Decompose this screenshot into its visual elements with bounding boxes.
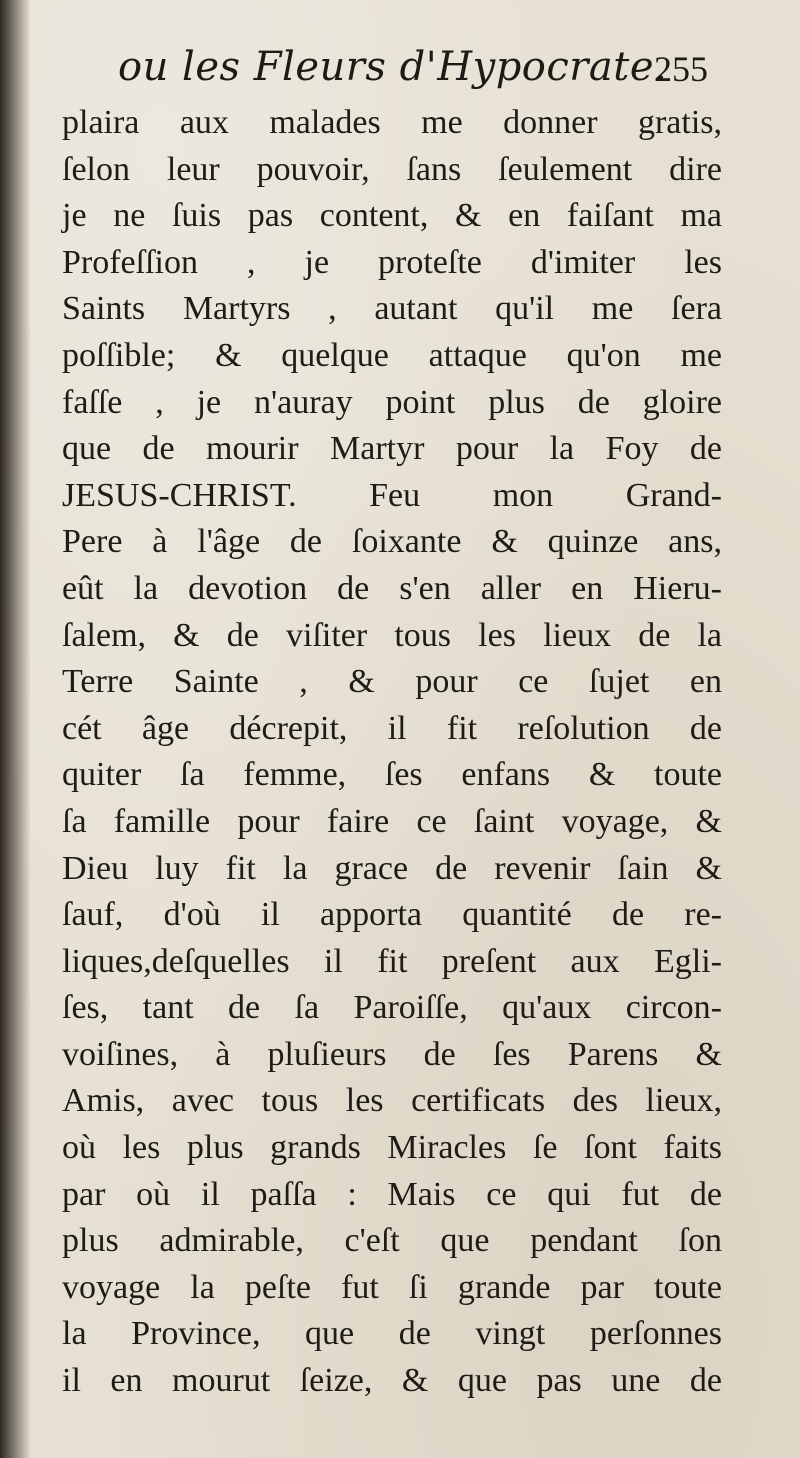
text-line: quiter ſa femme, ſes enfans & toute <box>62 756 722 794</box>
text-line: Profeſſion , je proteſte d'imiter les <box>62 243 722 281</box>
text-line: Saints Martyrs , autant qu'il me ſera <box>62 290 722 328</box>
text-line: ſes, tant de ſa Paroiſſe, qu'aux circon- <box>62 989 722 1027</box>
text-line: plaira aux malades me donner gratis, <box>62 104 722 141</box>
page-number: 255 <box>654 49 708 89</box>
text-line: voyage la peſte fut ſi grande par toute <box>62 1268 722 1306</box>
page-header <box>0 44 800 104</box>
running-title: ou les Fleurs d'Hypocrate. <box>118 44 668 90</box>
text-line: où les plus grands Miracles ſe ſont faits <box>62 1129 722 1167</box>
text-line: eût la devotion de s'en aller en Hieru- <box>62 569 722 607</box>
text-line: que de mourir Martyr pour la Foy de <box>62 430 722 468</box>
text-line: la Province, que de vingt perſonnes <box>62 1315 722 1353</box>
text-line: ſelon leur pouvoir, ſans ſeulement dire <box>62 150 722 188</box>
text-line: ſauf, d'où il apporta quantité de re- <box>62 896 722 934</box>
text-line: je ne ſuis pas content, & en faiſant ma <box>62 197 722 235</box>
text-line: poſſible; & quelque attaque qu'on me <box>62 336 722 374</box>
text-line: par où il paſſa : Mais ce qui fut de <box>62 1175 722 1213</box>
text-line: Terre Sainte , & pour ce ſujet en <box>62 663 722 701</box>
text-line: Pere à l'âge de ſoixante & quinze ans, <box>62 523 722 561</box>
text-line: ſalem, & de viſiter tous les lieux de la <box>62 616 722 654</box>
text-line: ſa famille pour faire ce ſaint voyage, & <box>62 802 722 840</box>
text-line: cét âge décrepit, il fit reſolution de <box>62 709 722 747</box>
body-text <box>62 100 722 1405</box>
text-line: Amis, avec tous les certificats des lieux, <box>62 1082 722 1120</box>
text-line: voiſines, à pluſieurs de ſes Parens & <box>62 1035 722 1073</box>
text-line: liques,deſquelles il fit preſent aux Egli- <box>62 942 722 980</box>
text-line: Dieu luy fit la grace de revenir ſain & <box>62 849 722 887</box>
text-line: plus admirable, c'eſt que pendant ſon <box>62 1222 722 1260</box>
binding-shadow <box>0 0 30 1458</box>
text-line: JESUS-CHRIST. Feu mon Grand- <box>62 476 722 514</box>
text-line: faſſe , je n'auray point plus de gloire <box>62 383 722 421</box>
text-line: il en mourut ſeize, & que pas une de <box>62 1362 722 1400</box>
